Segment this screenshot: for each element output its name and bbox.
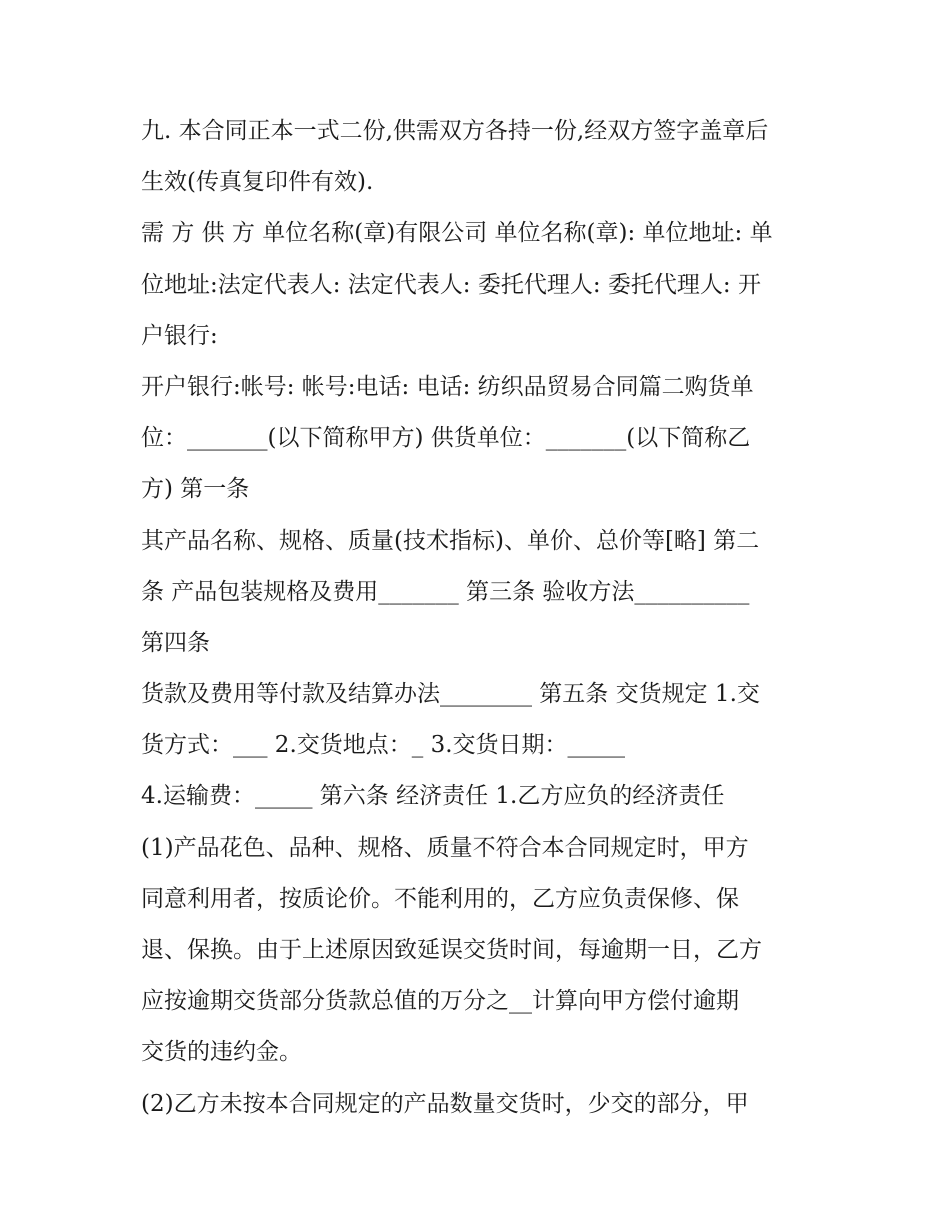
text-line: (1)产品花色、品种、规格、质量不符合本合同规定时，甲方 — [141, 834, 749, 861]
text-line: 货款及费用等付款及结算办法________ 第五条 交货规定 1.交 — [141, 681, 760, 708]
text-line: 其产品名称、规格、质量(技术指标)、单价、总价等[略] 第二 — [141, 527, 760, 554]
text-line: 同意利用者，按质论价。不能利用的，乙方应负责保修、保 — [141, 885, 739, 912]
text-line: 交货的违约金。 — [141, 1039, 302, 1066]
text-line: (2)乙方未按本合同规定的产品数量交货时，少交的部分，甲 — [141, 1090, 749, 1117]
text-line: 4.运输费：_____ 第六条 经济责任 1.乙方应负的经济责任 — [141, 783, 725, 810]
text-line: 应按逾期交货部分货款总值的万分之__计算向甲方偿付逾期 — [141, 988, 739, 1015]
contract-text-body — [141, 106, 821, 1130]
text-line: 位地址:法定代表人: 法定代表人: 委托代理人: 委托代理人: 开 — [141, 271, 761, 298]
text-line: 条 产品包装规格及费用_______ 第三条 验收方法__________ — [141, 578, 750, 605]
text-line: 位：_______(以下简称甲方) 供货单位：_______(以下简称乙 — [141, 425, 751, 452]
text-line: 货方式：___ 2.交货地点：_ 3.交货日期：_____ — [141, 732, 626, 759]
text-line: 开户银行:帐号: 帐号:电话: 电话: 纺织品贸易合同篇二购货单 — [141, 373, 754, 400]
text-line: 需 方 供 方 单位名称(章)有限公司 单位名称(章): 单位地址: 单 — [141, 220, 773, 247]
text-line: 户银行: — [141, 322, 218, 349]
text-line: 第四条 — [141, 629, 210, 656]
text-line: 生效(传真复印件有效). — [141, 169, 374, 196]
text-line: 九. 本合同正本一式二份,供需双方各持一份,经双方签字盖章后 — [141, 118, 769, 144]
text-line: 方) 第一条 — [141, 476, 250, 503]
text-line: 退、保换。由于上述原因致延误交货时间，每逾期一日，乙方 — [141, 937, 762, 963]
